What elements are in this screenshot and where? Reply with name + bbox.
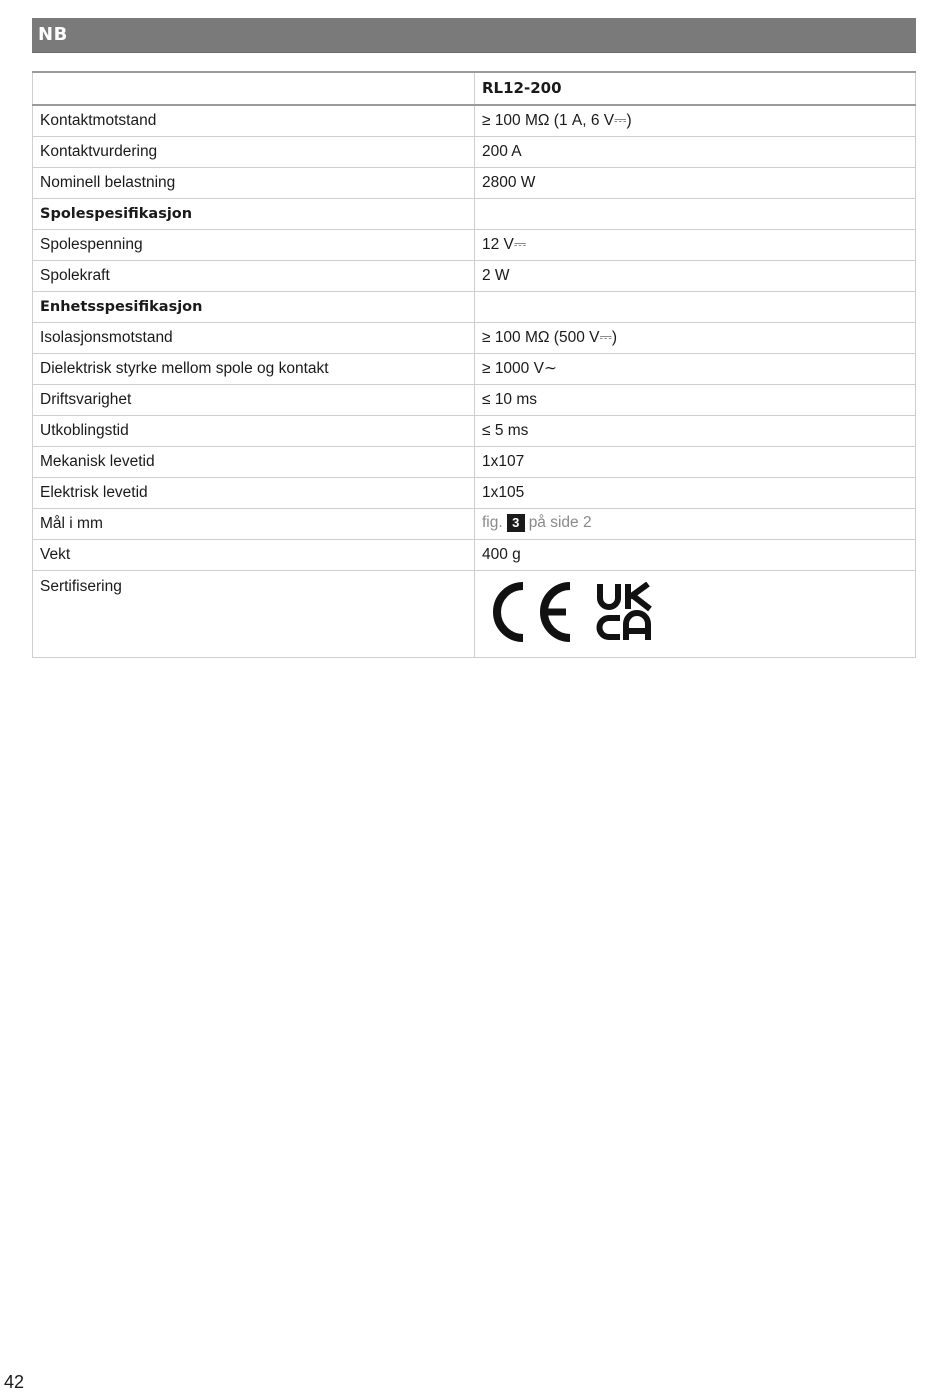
certification-marks-cell — [475, 570, 916, 657]
table-row — [33, 384, 916, 415]
table-row — [33, 539, 916, 570]
row-label: Mål i mm — [33, 508, 475, 539]
row-label: Utkoblingstid — [33, 415, 475, 446]
row-label: Dielektrisk styrke mellom spole og kontakt — [33, 353, 475, 384]
section-heading-row — [33, 198, 916, 229]
header-empty-cell — [33, 72, 475, 105]
model-header-cell — [475, 72, 916, 105]
table-row — [33, 167, 916, 198]
row-value: 1x107 — [475, 446, 916, 477]
row-label: Vekt — [33, 539, 475, 570]
table-row — [33, 136, 916, 167]
row-value: ≥ 100 MΩ (500 V⎓) — [475, 322, 916, 353]
table-row — [33, 229, 916, 260]
row-label: Isolasjonsmotstand — [33, 322, 475, 353]
table-row — [33, 446, 916, 477]
language-section-bar — [32, 18, 916, 53]
row-value: 200 A — [475, 136, 916, 167]
row-value: ≥ 100 MΩ (1 A, 6 V⎓) — [475, 105, 916, 136]
section-heading: Enhetsspesifikasjon — [33, 291, 475, 322]
row-label: Spolespenning — [33, 229, 475, 260]
table-row — [33, 105, 916, 136]
page-number: 42 — [4, 1372, 25, 1392]
row-label: Driftsvarighet — [33, 384, 475, 415]
row-value: ≥ 1000 V∼ — [475, 353, 916, 384]
row-label: Spolekraft — [33, 260, 475, 291]
table-row — [33, 477, 916, 508]
ce-mark-icon — [490, 582, 574, 642]
section-heading-row — [33, 291, 916, 322]
section-heading: Spolespesifikasjon — [33, 198, 475, 229]
row-value: 400 g — [475, 539, 916, 570]
row-label: Sertifisering — [33, 570, 475, 657]
specification-table — [32, 71, 916, 658]
row-value: ≤ 5 ms — [475, 415, 916, 446]
row-label: Kontaktmotstand — [33, 105, 475, 136]
table-header-row — [33, 72, 916, 105]
row-value: 12 V⎓ — [475, 229, 916, 260]
table-row — [33, 415, 916, 446]
figure-reference-prefix: fig. — [482, 514, 503, 532]
language-code: NB — [38, 24, 68, 45]
certification-marks — [482, 578, 908, 642]
ukca-mark-icon — [596, 582, 656, 642]
table-row — [33, 508, 916, 539]
row-value: 2 W — [475, 260, 916, 291]
figure-reference-cell — [475, 508, 916, 539]
row-label: Nominell belastning — [33, 167, 475, 198]
row-value: ≤ 10 ms — [475, 384, 916, 415]
row-label: Elektrisk levetid — [33, 477, 475, 508]
row-label: Mekanisk levetid — [33, 446, 475, 477]
figure-reference-suffix: på side 2 — [528, 514, 592, 532]
table-row — [33, 353, 916, 384]
row-value — [475, 291, 916, 322]
row-value: 2800 W — [475, 167, 916, 198]
table-row — [33, 322, 916, 353]
row-label: Kontaktvurdering — [33, 136, 475, 167]
table-row — [33, 260, 916, 291]
model-name: RL12-200 — [482, 79, 562, 97]
certification-row — [33, 570, 916, 657]
row-value: 1x105 — [475, 477, 916, 508]
figure-number-badge: 3 — [507, 514, 525, 532]
row-value — [475, 198, 916, 229]
